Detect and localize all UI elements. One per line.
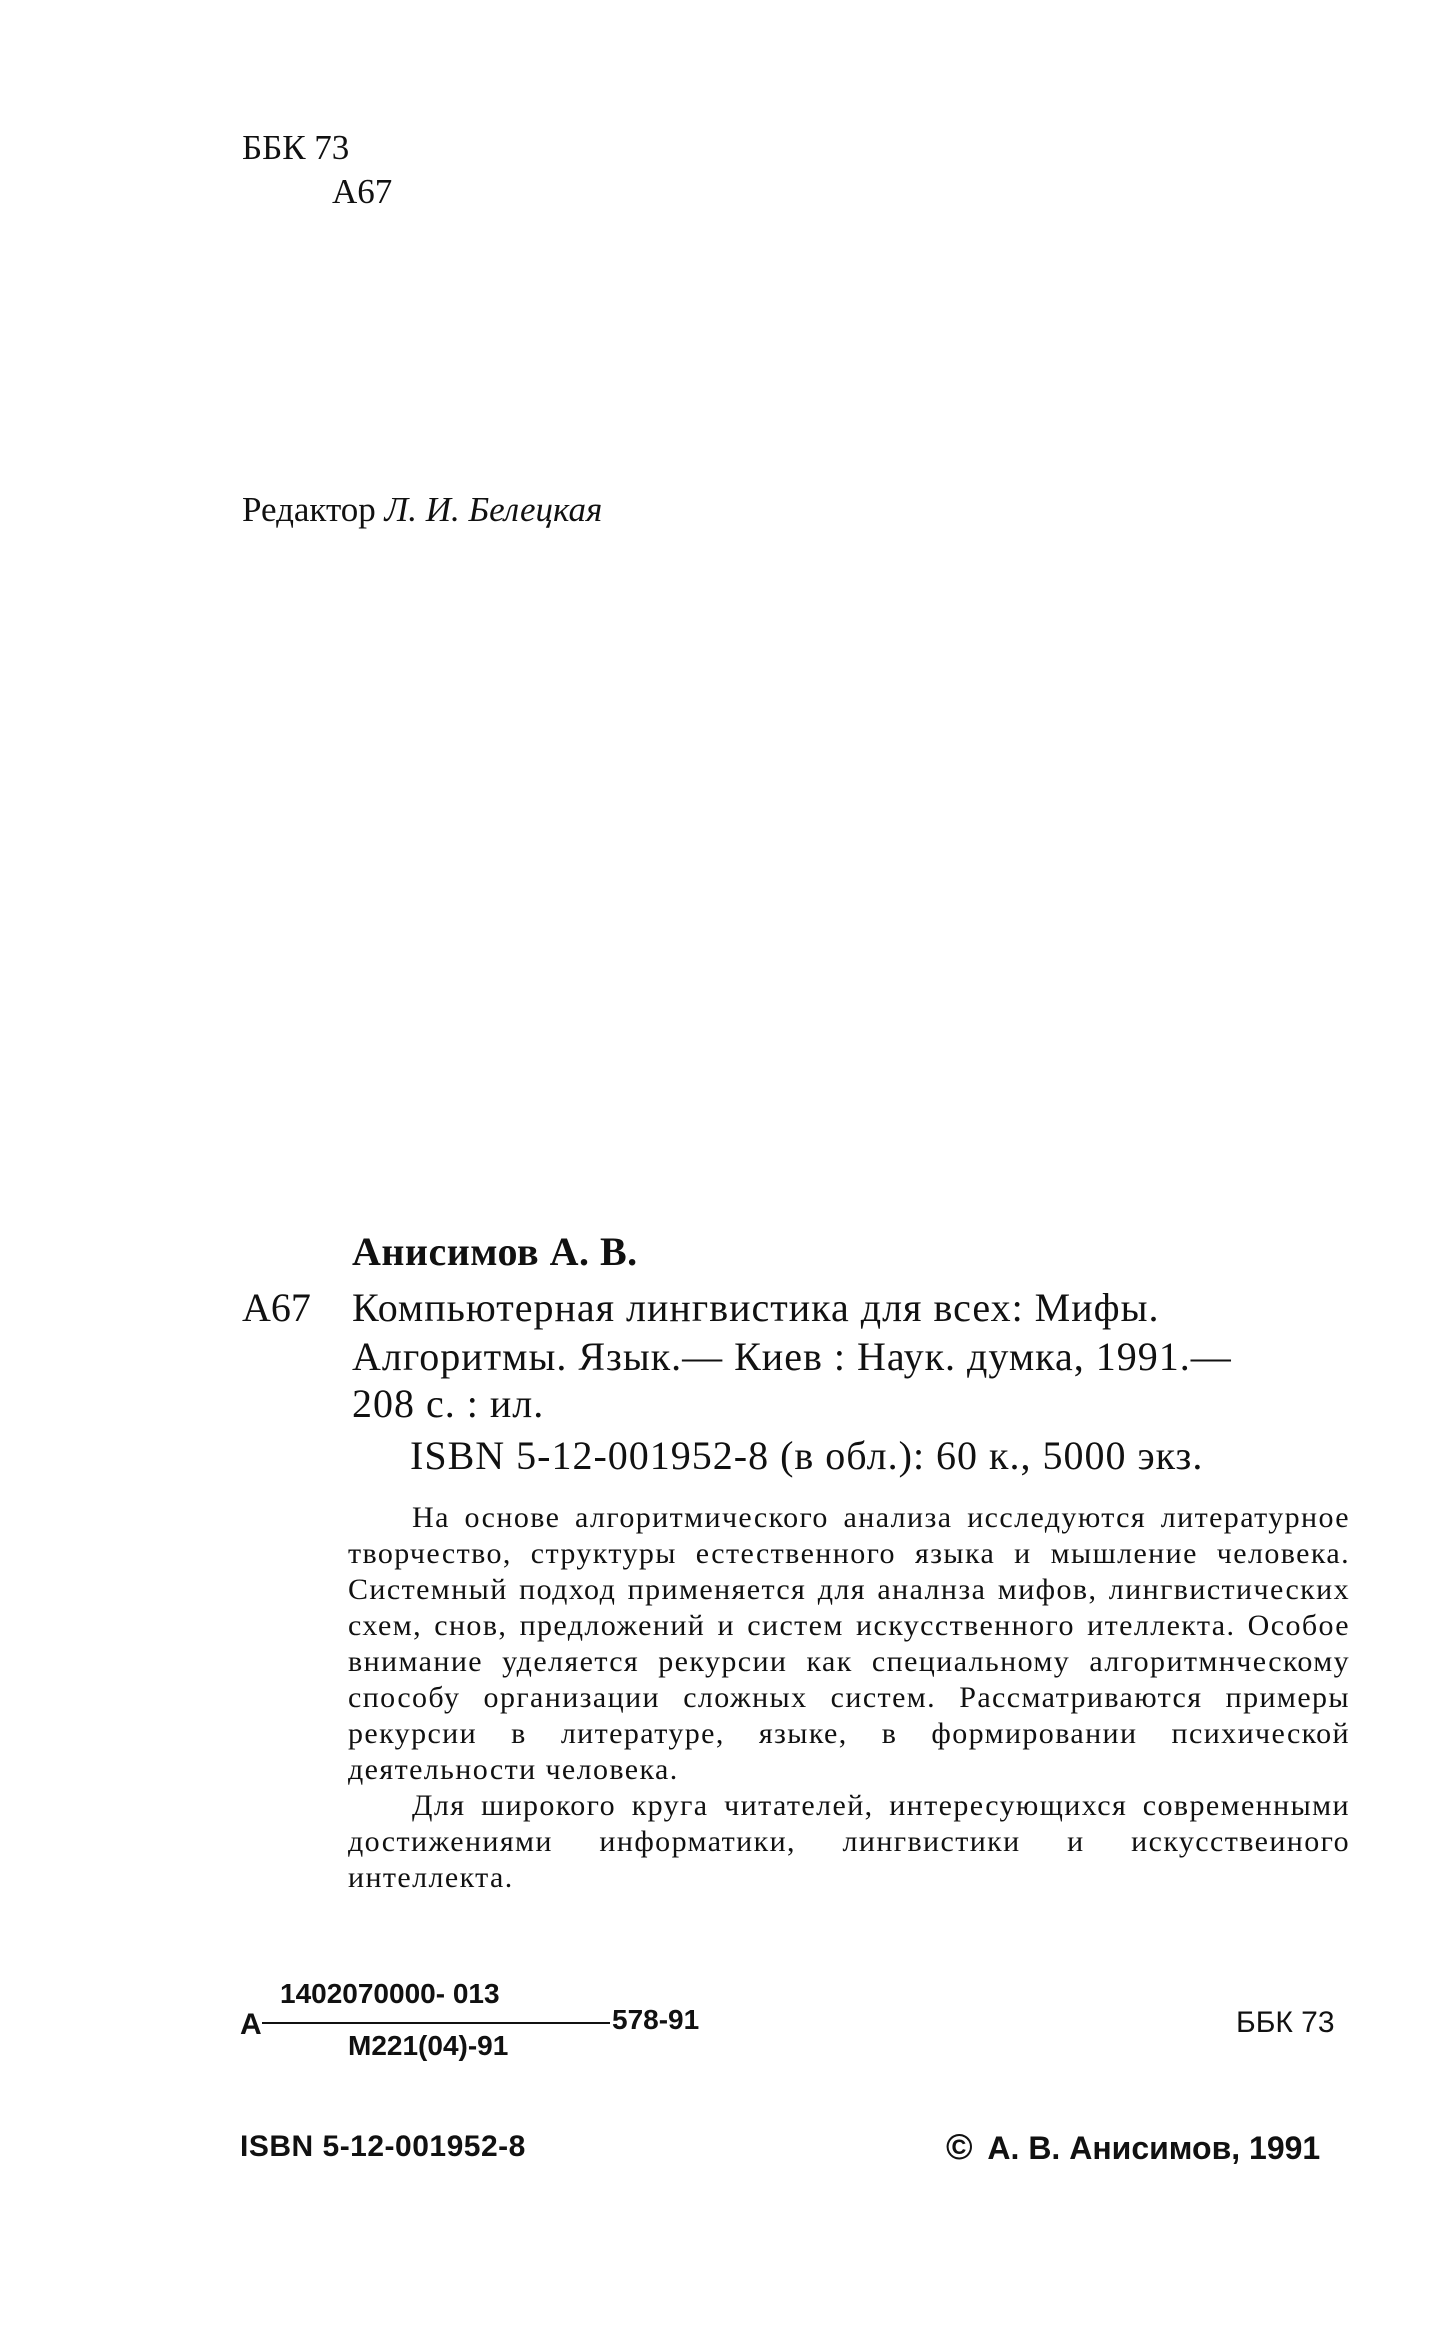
card-author: Анисимов А. В. [352,1229,638,1274]
annotation-paragraph-2: Для широкого круга читателей, интересующихся современными достижениями информатики, лингвистики и искусствеиного интеллекта. [348,1789,1350,1894]
index-suffix: 578-91 [612,2004,700,2035]
card-isbn-line: ISBN 5-12-001952-8 (в обл.): 60 к., 5000 экз. [410,1433,1204,1478]
index-prefix: А [240,2008,262,2041]
editor-label: Редактор [242,490,376,529]
copyright [946,2126,1320,2168]
annotation-paragraph-1: На основе алгоритмического анализа исследуются литературное творчество, структуры естественного языка и мышление человека. Системный подход применяется для аналнза мифов, лингвистических схем, снов, предложений и систем искусственного ителлекта. Особое внимание уделяется рекурсии как специальному алгоритмнческому способу организации сложных систем. Рассматриваются примеры рекурсии в литературе, языке, в формировании психической деятельности человека. [348,1501,1350,1786]
index-denominator: М221(04)-91 [348,2030,509,2061]
index-numerator: 1402070000- 013 [280,1978,500,2009]
bbk-bottom: ББК 73 [1236,2006,1335,2039]
index-fraction-rule [262,2022,610,2024]
card-title-line-1: Компьютерная лингвистика для всех: Мифы. [352,1285,1160,1330]
editor-name: Л. И. Белецкая [384,490,603,529]
isbn-bottom: ISBN 5-12-001952-8 [240,2130,526,2163]
copyright-text: А. В. Анисимов, 1991 [987,2130,1321,2166]
card-code: А67 [242,1285,311,1330]
bbk-top: ББК 73 [242,128,350,167]
editor-line [242,490,602,530]
copyright-icon: © [946,2126,973,2167]
card-title-line-2: Алгоритмы. Язык.— Киев : Наук. думка, 1991.— [352,1334,1232,1379]
annotation [348,1500,1350,1896]
card-title-line-3: 208 с. : ил. [352,1381,545,1426]
author-code-top: А67 [332,172,393,211]
